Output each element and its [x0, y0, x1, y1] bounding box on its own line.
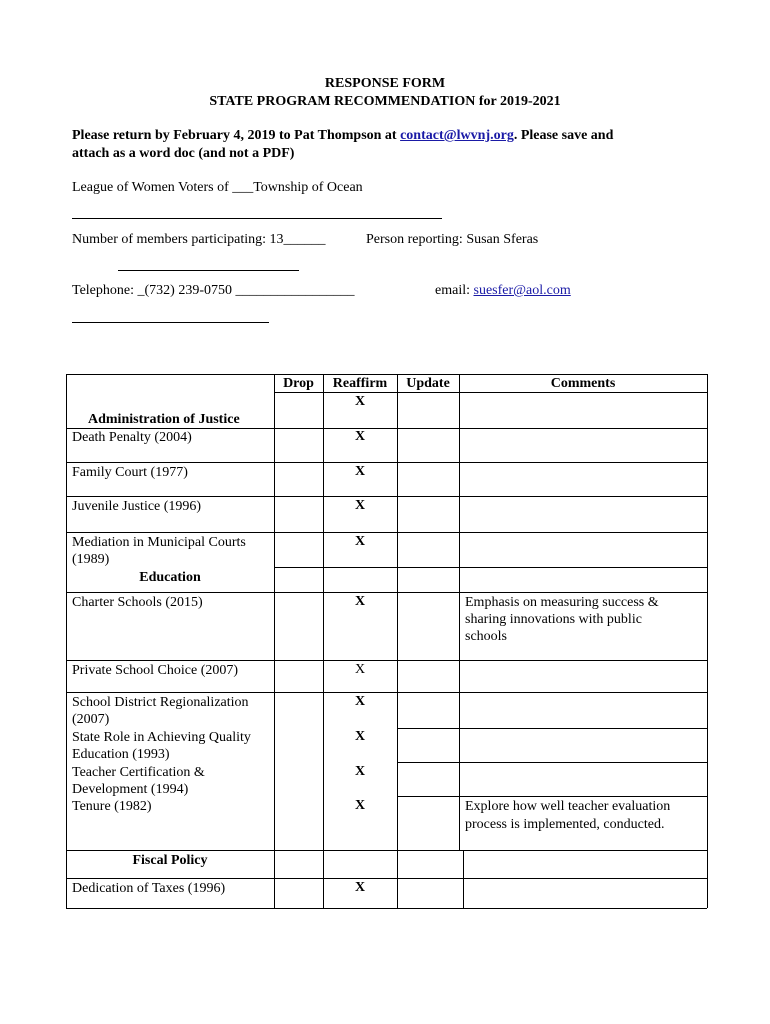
table-row-label: Private School Choice (2007) [72, 663, 239, 678]
reaffirm-mark: X [354, 662, 366, 677]
instructions-line1 [72, 128, 613, 144]
section-heading: Administration of Justice [88, 412, 240, 427]
reaffirm-mark: X [354, 764, 366, 779]
instructions-suffix: . Please save and [513, 128, 614, 143]
table-row-line [274, 567, 707, 568]
table-row-label: Charter Schools (2015) [72, 595, 203, 610]
table-row-line [66, 374, 707, 375]
column-header-update: Update [406, 376, 450, 391]
column-header-comments: Comments [550, 376, 616, 391]
section-heading: Fiscal Policy [132, 853, 208, 868]
league-underline [72, 218, 442, 219]
reaffirm-mark: X [354, 798, 366, 813]
table-row-label-cont: (2007) [72, 712, 110, 727]
table-row-label: Tenure (1982) [72, 799, 152, 814]
email-field [435, 283, 571, 299]
table-row-line [66, 532, 707, 533]
table-row-label-cont: Development (1994) [72, 782, 189, 797]
table-row-line [66, 496, 707, 497]
table-row-line [66, 878, 707, 879]
table-row-line [66, 850, 707, 851]
table-border-right [707, 374, 708, 908]
table-row-line [397, 762, 707, 763]
table-row-label: Death Penalty (2004) [72, 430, 192, 445]
table-col-line [397, 374, 398, 908]
table-border-bottom [66, 908, 707, 909]
email-label: email: [435, 283, 474, 298]
column-header-drop: Drop [283, 376, 314, 391]
telephone-underline [72, 322, 269, 323]
table-row-label: Teacher Certification & [72, 765, 205, 780]
table-row-label: State Role in Achieving Quality [72, 730, 251, 745]
table-row-line [66, 592, 707, 593]
contact-email-link[interactable]: contact@lwvnj.org [400, 128, 514, 143]
reaffirm-mark: X [354, 729, 366, 744]
league-field: League of Women Voters of ___Township of Ocean [72, 180, 363, 195]
person-reporting-field: Person reporting: Susan Sferas [366, 232, 539, 247]
reaffirm-mark: X [354, 594, 366, 609]
section-heading: Education [139, 570, 201, 585]
telephone-field: Telephone: _(732) 239-0750 _________________ [72, 283, 355, 298]
comment-text: Explore how well teacher evaluation [465, 799, 671, 814]
table-row-line [397, 796, 707, 797]
table-row-label: Mediation in Municipal Courts [72, 535, 246, 550]
table-row-label: Juvenile Justice (1996) [72, 499, 202, 514]
form-title: RESPONSE FORM [324, 76, 446, 91]
table-row-label-cont: Education (1993) [72, 747, 170, 762]
reaffirm-mark: X [354, 429, 366, 444]
instructions-line2: attach as a word doc (and not a PDF) [72, 146, 295, 161]
table-row-line [66, 660, 707, 661]
reaffirm-mark: X [354, 498, 366, 513]
table-col-line [459, 374, 460, 850]
reaffirm-mark: X [354, 464, 366, 479]
table-row-label: School District Regionalization [72, 695, 249, 710]
comment-text: schools [465, 629, 507, 644]
members-field: Number of members participating: 13______ [72, 232, 326, 247]
reaffirm-mark: X [354, 694, 366, 709]
table-row-label-cont: (1989) [72, 552, 110, 567]
table-row-label: Dedication of Taxes (1996) [72, 881, 226, 896]
person-underline [118, 270, 299, 271]
table-row-line [274, 392, 707, 393]
reaffirm-mark: X [354, 880, 366, 895]
comment-text: Emphasis on measuring success & [465, 595, 659, 610]
email-link[interactable]: suesfer@aol.com [473, 283, 571, 298]
table-row-line [397, 728, 707, 729]
table-row-label: Family Court (1977) [72, 465, 188, 480]
comment-text: sharing innovations with public [465, 612, 642, 627]
column-header-reaffirm: Reaffirm [332, 376, 388, 391]
table-row-line [66, 462, 707, 463]
table-row-line [66, 692, 707, 693]
table-col-line [463, 850, 464, 908]
form-subtitle: STATE PROGRAM RECOMMENDATION for 2019-2021 [209, 94, 561, 109]
table-col-line [323, 374, 324, 908]
reaffirm-mark: X [354, 534, 366, 549]
reaffirm-mark: X [354, 394, 366, 409]
table-border-left [66, 374, 67, 908]
table-col-line [274, 374, 275, 908]
comment-text: process is implemented, conducted. [465, 817, 665, 832]
instructions-prefix: Please return by February 4, 2019 to Pat Thompson at [72, 128, 401, 143]
